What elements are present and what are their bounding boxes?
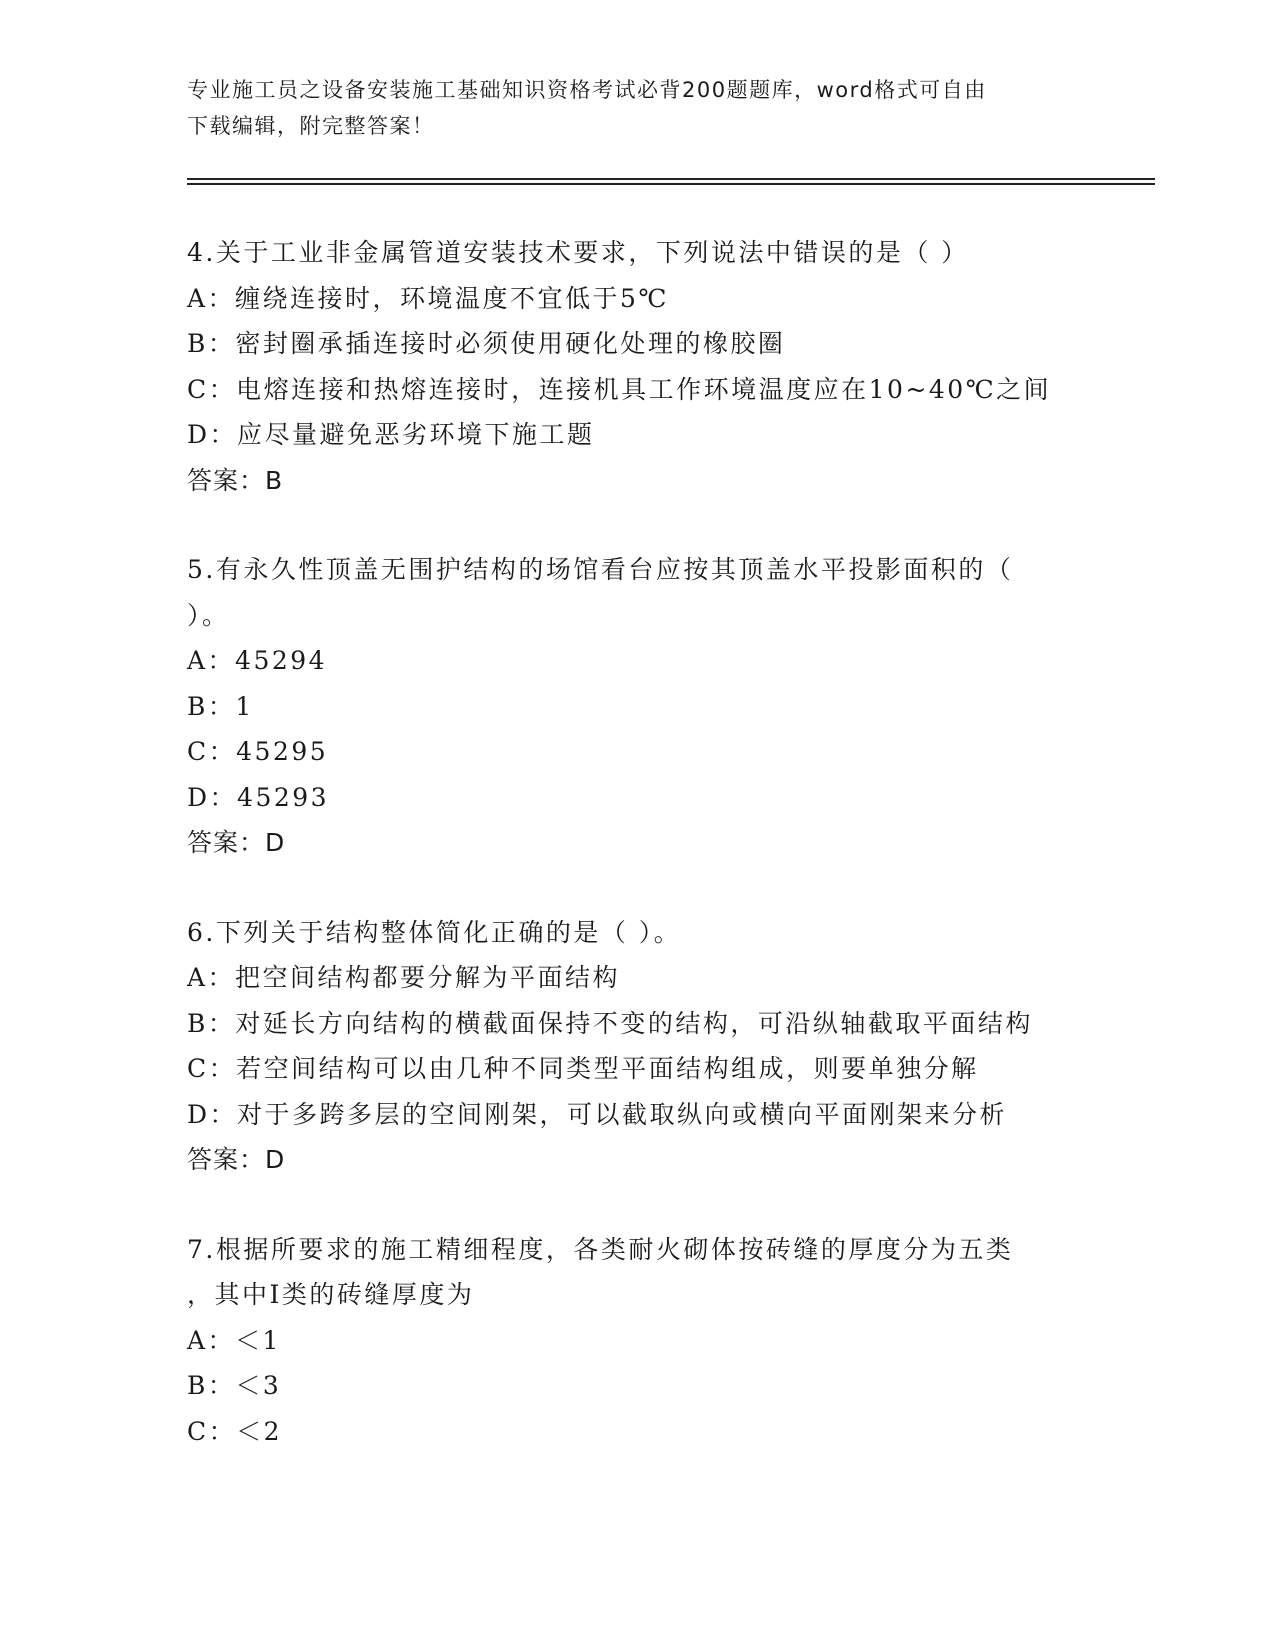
question-stem: 6.下列关于结构整体简化正确的是（ ）。 — [187, 917, 682, 947]
question-6 — [187, 910, 1087, 1183]
option-c: C：若空间结构可以由几种不同类型平面结构组成，则要单独分解 — [187, 1054, 979, 1083]
option-a: A：＜1 — [187, 1325, 281, 1355]
option-d: D：对于多跨多层的空间刚架，可以截取纵向或横向平面刚架来分析 — [187, 1099, 1008, 1129]
question-5 — [187, 547, 1087, 866]
option-d: D：45293 — [187, 782, 330, 812]
option-b: B：密封圈承插连接时必须使用硬化处理的橡胶圈 — [187, 329, 786, 358]
header-line-1: 专业施工员之设备安装施工基础知识资格考试必背200题题库，word格式可自由 — [187, 78, 987, 102]
header-divider-top — [187, 178, 1155, 180]
question-stem: 7.根据所要求的施工精细程度，各类耐火砌体按砖缝的厚度分为五类 — [187, 1234, 1014, 1264]
option-d: D：应尽量避免恶劣环境下施工题 — [187, 420, 595, 449]
answer: 答案：D — [187, 828, 286, 857]
question-stem: 4.关于工业非金属管道安装技术要求，下列说法中错误的是（ ） — [187, 238, 969, 267]
document-header — [187, 72, 1087, 144]
option-b: B：对延长方向结构的横截面保持不变的结构，可沿纵轴截取平面结构 — [187, 1008, 1033, 1038]
option-b: B：＜3 — [187, 1371, 282, 1400]
option-c: C：45295 — [187, 737, 329, 766]
option-b: B：1 — [187, 691, 254, 721]
option-c: C：＜2 — [187, 1416, 283, 1446]
option-c: C：电熔连接和热熔连接时，连接机具工作环境温度应在10~40℃之间 — [187, 374, 1052, 404]
option-a: A：45294 — [187, 646, 328, 675]
question-7 — [187, 1227, 1087, 1455]
header-line-2: 下载编辑，附完整答案！ — [187, 114, 435, 138]
option-a: A：缠绕连接时，环境温度不宜低于5℃ — [187, 283, 669, 313]
question-stem-continued: ，其中Ⅰ类的砖缝厚度为 — [187, 1280, 475, 1309]
question-4 — [187, 230, 1087, 503]
answer: 答案：D — [187, 1145, 286, 1174]
header-divider-bottom — [187, 183, 1155, 185]
question-stem: 5.有永久性顶盖无围护结构的场馆看台应按其顶盖水平投影面积的（ — [187, 555, 1014, 584]
option-a: A：把空间结构都要分解为平面结构 — [187, 963, 621, 992]
question-stem-continued: ）。 — [187, 600, 230, 630]
answer: 答案：B — [187, 465, 284, 495]
question-list — [187, 230, 1087, 1498]
